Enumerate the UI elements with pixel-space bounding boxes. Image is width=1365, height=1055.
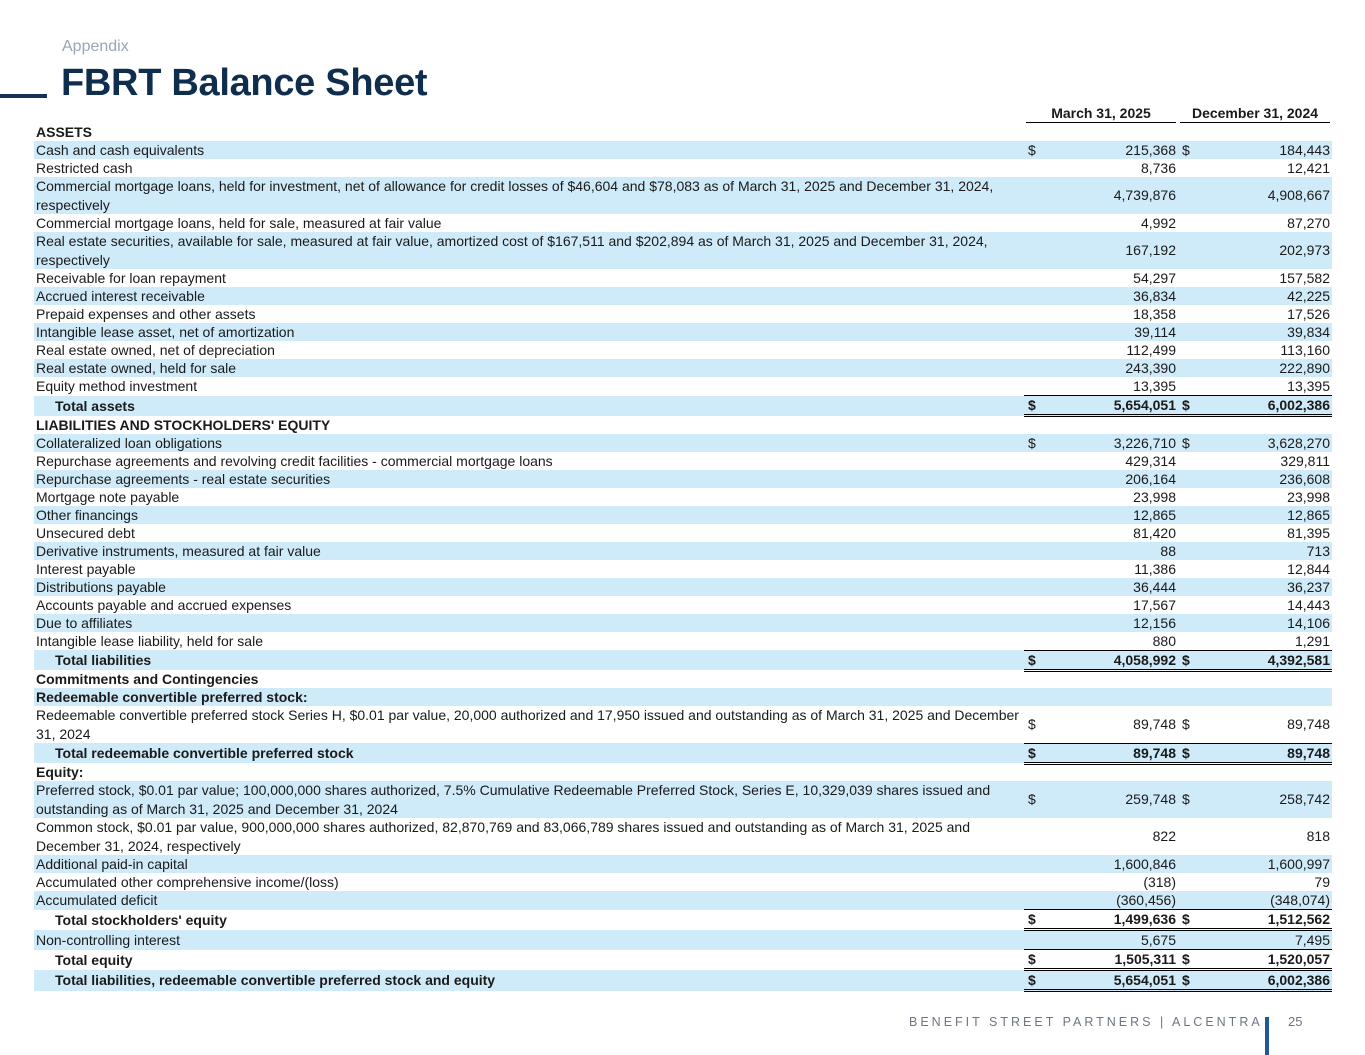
- total-row: [34, 970, 1332, 991]
- table-row: [34, 287, 1332, 305]
- value-march-2025: 81,420: [1133, 524, 1176, 541]
- value-march-2025: 17,567: [1133, 596, 1176, 613]
- value-december-2024: 222,890: [1196, 359, 1332, 377]
- row-label: Prepaid expenses and other assets: [36, 306, 256, 322]
- value-december-2024: 7,495: [1196, 930, 1332, 950]
- currency-symbol: [1178, 560, 1196, 578]
- currency-symbol: [1178, 578, 1196, 596]
- value-december-2024: 818: [1306, 828, 1330, 845]
- value-december-2024: 12,844: [1287, 560, 1330, 577]
- row-label: Repurchase agreements - real estate securities: [34, 470, 1024, 488]
- currency-symbol: [1024, 232, 1042, 269]
- currency-symbol: $: [1178, 650, 1196, 670]
- value-december-2024: 3,628,270: [1196, 434, 1332, 452]
- value-march-2025: 3,226,710: [1042, 434, 1178, 452]
- value-december-2024: 14,443: [1287, 596, 1330, 613]
- row-label: Total liabilities: [34, 650, 1024, 670]
- table-row: [34, 141, 1332, 159]
- table-row: [34, 488, 1332, 506]
- value-march-2025: 822: [1152, 828, 1176, 845]
- currency-symbol: [1024, 596, 1042, 614]
- currency-symbol: [1178, 359, 1196, 377]
- currency-symbol: [1024, 341, 1042, 359]
- table-row: [34, 560, 1332, 578]
- row-label: Accumulated deficit: [34, 891, 1024, 910]
- value-december-2024: (348,074): [1196, 891, 1332, 910]
- column-header-march-2025: March 31, 2025: [1024, 104, 1178, 123]
- value-december-2024: 6,002,386: [1196, 396, 1332, 416]
- title-accent-bar: [0, 94, 47, 98]
- table-row: [34, 452, 1332, 470]
- row-label: Accounts payable and accrued expenses: [36, 596, 292, 613]
- total-row: [34, 396, 1332, 416]
- value-december-2024: 36,237: [1196, 578, 1332, 596]
- section-header-row: [34, 416, 1332, 434]
- currency-symbol: [1024, 287, 1042, 305]
- table-row: [34, 305, 1332, 323]
- currency-symbol: [1178, 488, 1196, 506]
- row-label: Total redeemable convertible preferred stock: [34, 743, 1024, 763]
- value-march-2025: 36,834: [1042, 287, 1178, 305]
- table-row: [34, 377, 1332, 396]
- currency-symbol: [1178, 159, 1196, 177]
- value-march-2025: 11,386: [1134, 560, 1176, 577]
- currency-symbol: [1024, 305, 1042, 323]
- value-march-2025: 4,058,992: [1042, 650, 1178, 670]
- currency-symbol: [1024, 524, 1042, 542]
- currency-symbol: [1178, 596, 1196, 614]
- value-march-2025: (360,456): [1042, 891, 1178, 910]
- value-december-2024: 1,512,562: [1196, 910, 1332, 930]
- table-row: [34, 359, 1332, 377]
- table-row: [34, 214, 1332, 232]
- section-header-row: [34, 123, 1332, 141]
- value-march-2025: 88: [1042, 542, 1178, 560]
- value-march-2025: 215,368: [1042, 141, 1178, 159]
- section-header-row: [34, 670, 1332, 688]
- value-december-2024: 157,582: [1279, 270, 1330, 286]
- row-label: Additional paid-in capital: [34, 855, 1024, 873]
- row-label: Distributions payable: [34, 578, 1024, 596]
- row-label: Commitments and Contingencies: [36, 671, 259, 687]
- row-label: Preferred stock, $0.01 par value; 100,000,000 shares authorized, 7.5% Cumulative Redeemable Preferred Stock, Series E, 10,329,039 shares issued and outstanding as of March 31, 2025 and December 31, 2024: [34, 781, 1024, 818]
- row-label: Mortgage note payable: [36, 488, 180, 505]
- value-march-2025: 5,675: [1042, 930, 1178, 950]
- value-december-2024: 79: [1314, 874, 1330, 890]
- value-december-2024: 236,608: [1196, 470, 1332, 488]
- value-march-2025: 89,748: [1042, 706, 1178, 743]
- table-row: [34, 232, 1332, 269]
- row-label: Equity method investment: [36, 378, 198, 395]
- value-march-2025: 4,739,876: [1042, 177, 1178, 214]
- row-label: Real estate owned, held for sale: [34, 359, 1024, 377]
- currency-symbol: $: [1178, 950, 1196, 970]
- currency-symbol: $: [1178, 141, 1196, 159]
- currency-symbol: [1178, 632, 1196, 651]
- row-label: Redeemable convertible preferred stock Series H, $0.01 par value, 20,000 authorized and 17,950 issued and outstanding as of March 31, 2025 and December 31, 2024: [36, 707, 1019, 742]
- value-december-2024: 113,160: [1280, 342, 1330, 358]
- value-march-2025: 880: [1042, 632, 1178, 651]
- value-march-2025: 8,736: [1140, 160, 1176, 176]
- currency-symbol: [1024, 542, 1042, 560]
- table-row: [34, 177, 1332, 214]
- currency-symbol: [1178, 506, 1196, 524]
- row-label: Commercial mortgage loans, held for sale, measured at fair value: [36, 215, 442, 231]
- value-march-2025: 5,654,051: [1042, 396, 1178, 416]
- currency-symbol: [1178, 524, 1196, 542]
- value-december-2024: 13,395: [1196, 377, 1332, 396]
- column-header-december-2024: December 31, 2024: [1178, 104, 1332, 123]
- table-row: [34, 891, 1332, 910]
- section-header-row: [34, 688, 1332, 706]
- total-row: [34, 650, 1332, 670]
- currency-symbol: [1024, 614, 1042, 632]
- value-march-2025: 18,358: [1133, 306, 1176, 322]
- currency-symbol: [1024, 214, 1042, 232]
- table-row: [34, 632, 1332, 651]
- row-label: Interest payable: [36, 560, 136, 577]
- total-row: [34, 743, 1332, 763]
- currency-symbol: [1178, 232, 1196, 269]
- table-row: [34, 614, 1332, 632]
- value-march-2025: 1,600,846: [1042, 855, 1178, 873]
- row-label: LIABILITIES AND STOCKHOLDERS' EQUITY: [36, 416, 331, 433]
- value-march-2025: 12,865: [1042, 506, 1178, 524]
- row-label: Repurchase agreements and revolving credit facilities - commercial mortgage loans: [36, 452, 553, 469]
- table-row: [34, 855, 1332, 873]
- currency-symbol: [1178, 452, 1196, 470]
- currency-symbol: [1024, 359, 1042, 377]
- table-row: [34, 323, 1332, 341]
- table-row: [34, 269, 1332, 287]
- value-december-2024: 184,443: [1196, 141, 1332, 159]
- total-row: [34, 910, 1332, 930]
- currency-symbol: [1178, 377, 1196, 396]
- row-label: Non-controlling interest: [34, 930, 1024, 950]
- currency-symbol: [1178, 341, 1196, 359]
- row-label: Due to affiliates: [34, 614, 1024, 632]
- row-label: Total liabilities, redeemable convertible preferred stock and equity: [34, 970, 1024, 991]
- table-row: [34, 159, 1332, 177]
- row-label: ASSETS: [36, 124, 93, 140]
- row-label: Intangible lease liability, held for sale: [36, 632, 263, 649]
- currency-symbol: [1024, 930, 1042, 950]
- currency-symbol: $: [1024, 434, 1042, 452]
- row-label: Collateralized loan obligations: [34, 434, 1024, 452]
- currency-symbol: [1024, 470, 1042, 488]
- row-label: Real estate owned, net of depreciation: [36, 342, 275, 358]
- value-march-2025: 4,992: [1140, 215, 1176, 231]
- row-label: Total assets: [34, 396, 1024, 416]
- row-label: Redeemable convertible preferred stock:: [34, 688, 1024, 706]
- currency-symbol: [1024, 488, 1042, 506]
- value-december-2024: 329,811: [1280, 452, 1330, 469]
- currency-symbol: [1178, 542, 1196, 560]
- currency-symbol: [1024, 323, 1042, 341]
- table-row: [34, 930, 1332, 950]
- row-label: Accrued interest receivable: [34, 287, 1024, 305]
- value-march-2025: 13,395: [1042, 377, 1178, 396]
- currency-symbol: $: [1178, 396, 1196, 416]
- column-header-row: [34, 104, 1332, 123]
- currency-symbol: $: [1178, 970, 1196, 991]
- table-row: [34, 524, 1332, 542]
- currency-symbol: [1024, 506, 1042, 524]
- value-december-2024: 14,106: [1196, 614, 1332, 632]
- row-label: Other financings: [34, 506, 1024, 524]
- currency-symbol: $: [1024, 781, 1042, 818]
- value-december-2024: 1,291: [1196, 632, 1332, 651]
- currency-symbol: [1024, 855, 1042, 873]
- currency-symbol: [1178, 323, 1196, 341]
- value-december-2024: 6,002,386: [1196, 970, 1332, 991]
- value-march-2025: 39,114: [1042, 323, 1178, 341]
- currency-symbol: [1178, 305, 1196, 323]
- table-row: [34, 873, 1332, 891]
- table-row: [34, 470, 1332, 488]
- value-march-2025: 5,654,051: [1042, 970, 1178, 991]
- value-march-2025: 1,505,311: [1042, 950, 1178, 970]
- currency-symbol: $: [1024, 910, 1042, 930]
- currency-symbol: [1024, 873, 1042, 891]
- value-december-2024: 258,742: [1196, 781, 1332, 818]
- value-december-2024: 42,225: [1196, 287, 1332, 305]
- currency-symbol: $: [1024, 650, 1042, 670]
- footer-accent-bar: [1265, 1017, 1269, 1055]
- row-label: Derivative instruments, measured at fair value: [34, 542, 1024, 560]
- row-label: Accumulated other comprehensive income/(loss): [36, 874, 339, 890]
- currency-symbol: [1024, 269, 1042, 287]
- value-march-2025: 429,314: [1125, 452, 1176, 469]
- table-row: [34, 781, 1332, 818]
- currency-symbol: [1024, 452, 1042, 470]
- table-row: [34, 506, 1332, 524]
- value-december-2024: 12,865: [1196, 506, 1332, 524]
- table-row: [34, 542, 1332, 560]
- row-label: Real estate securities, available for sale, measured at fair value, amortized cost of $167,511 and $202,894 as of March 31, 2025 and December 31, 2024, respectively: [34, 232, 1024, 269]
- currency-symbol: $: [1178, 910, 1196, 930]
- table-row: [34, 706, 1332, 743]
- currency-symbol: $: [1178, 434, 1196, 452]
- currency-symbol: [1024, 632, 1042, 651]
- currency-symbol: [1024, 818, 1042, 855]
- currency-symbol: [1178, 269, 1196, 287]
- row-label: Restricted cash: [36, 160, 133, 176]
- currency-symbol: [1178, 214, 1196, 232]
- value-december-2024: 87,270: [1287, 215, 1330, 231]
- value-march-2025: 54,297: [1133, 270, 1176, 286]
- value-march-2025: 112,499: [1126, 342, 1176, 358]
- value-december-2024: 17,526: [1287, 306, 1330, 322]
- currency-symbol: [1178, 470, 1196, 488]
- value-december-2024: 4,392,581: [1196, 650, 1332, 670]
- appendix-label: Appendix: [62, 38, 129, 55]
- currency-symbol: $: [1024, 970, 1042, 991]
- balance-sheet-table: [34, 104, 1332, 992]
- currency-symbol: [1024, 578, 1042, 596]
- value-december-2024: 89,748: [1196, 743, 1332, 763]
- table-row: [34, 818, 1332, 855]
- currency-symbol: [1024, 891, 1042, 910]
- currency-symbol: $: [1178, 706, 1196, 743]
- row-label: Commercial mortgage loans, held for investment, net of allowance for credit losses of $46,604 and $78,083 as of March 31, 2025 and December 31, 2024, respectively: [34, 177, 1024, 214]
- currency-symbol: [1178, 177, 1196, 214]
- value-march-2025: 243,390: [1042, 359, 1178, 377]
- currency-symbol: [1178, 818, 1196, 855]
- row-label: Intangible lease asset, net of amortization: [34, 323, 1024, 341]
- value-december-2024: 1,600,997: [1196, 855, 1332, 873]
- currency-symbol: $: [1024, 396, 1042, 416]
- currency-symbol: $: [1024, 141, 1042, 159]
- row-label: Receivable for loan repayment: [36, 270, 226, 286]
- currency-symbol: $: [1178, 743, 1196, 763]
- row-label: Total equity: [55, 951, 133, 968]
- total-row: [34, 950, 1332, 970]
- section-header-row: [34, 763, 1332, 781]
- page-number: 25: [1288, 1014, 1303, 1029]
- currency-symbol: [1178, 614, 1196, 632]
- currency-symbol: [1178, 930, 1196, 950]
- page-title: FBRT Balance Sheet: [61, 62, 428, 104]
- currency-symbol: [1024, 159, 1042, 177]
- value-march-2025: 36,444: [1042, 578, 1178, 596]
- value-march-2025: 12,156: [1042, 614, 1178, 632]
- table-row: [34, 341, 1332, 359]
- row-label: Common stock, $0.01 par value, 900,000,000 shares authorized, 82,870,769 and 83,066,789 shares issued and outstanding as of March 31, 2025 and December 31, 2024, respectively: [36, 819, 970, 854]
- row-label: Total stockholders' equity: [55, 911, 227, 928]
- row-label: Unsecured debt: [36, 524, 135, 541]
- value-december-2024: 39,834: [1196, 323, 1332, 341]
- currency-symbol: [1024, 377, 1042, 396]
- currency-symbol: [1024, 177, 1042, 214]
- currency-symbol: $: [1024, 706, 1042, 743]
- value-march-2025: 89,748: [1042, 743, 1178, 763]
- value-december-2024: 12,421: [1287, 160, 1330, 176]
- currency-symbol: [1178, 891, 1196, 910]
- value-march-2025: 23,998: [1133, 488, 1176, 505]
- currency-symbol: [1178, 287, 1196, 305]
- value-december-2024: 89,748: [1196, 706, 1332, 743]
- value-march-2025: 259,748: [1042, 781, 1178, 818]
- value-december-2024: 202,973: [1196, 232, 1332, 269]
- value-december-2024: 1,520,057: [1196, 950, 1332, 970]
- row-label: Equity:: [36, 764, 84, 780]
- table-row: [34, 434, 1332, 452]
- value-december-2024: 23,998: [1287, 488, 1330, 505]
- currency-symbol: $: [1024, 743, 1042, 763]
- table-row: [34, 596, 1332, 614]
- row-label: Cash and cash equivalents: [34, 141, 1024, 159]
- footer-brand: BENEFIT STREET PARTNERS | ALCENTRA: [909, 1015, 1263, 1029]
- currency-symbol: [1178, 855, 1196, 873]
- currency-symbol: $: [1178, 781, 1196, 818]
- value-december-2024: 713: [1196, 542, 1332, 560]
- currency-symbol: [1024, 560, 1042, 578]
- value-march-2025: 1,499,636: [1042, 910, 1178, 930]
- value-march-2025: 206,164: [1042, 470, 1178, 488]
- table-row: [34, 578, 1332, 596]
- currency-symbol: $: [1024, 950, 1042, 970]
- value-december-2024: 4,908,667: [1196, 177, 1332, 214]
- value-december-2024: 81,395: [1287, 524, 1330, 541]
- value-march-2025: (318): [1143, 874, 1176, 890]
- currency-symbol: [1178, 873, 1196, 891]
- value-march-2025: 167,192: [1042, 232, 1178, 269]
